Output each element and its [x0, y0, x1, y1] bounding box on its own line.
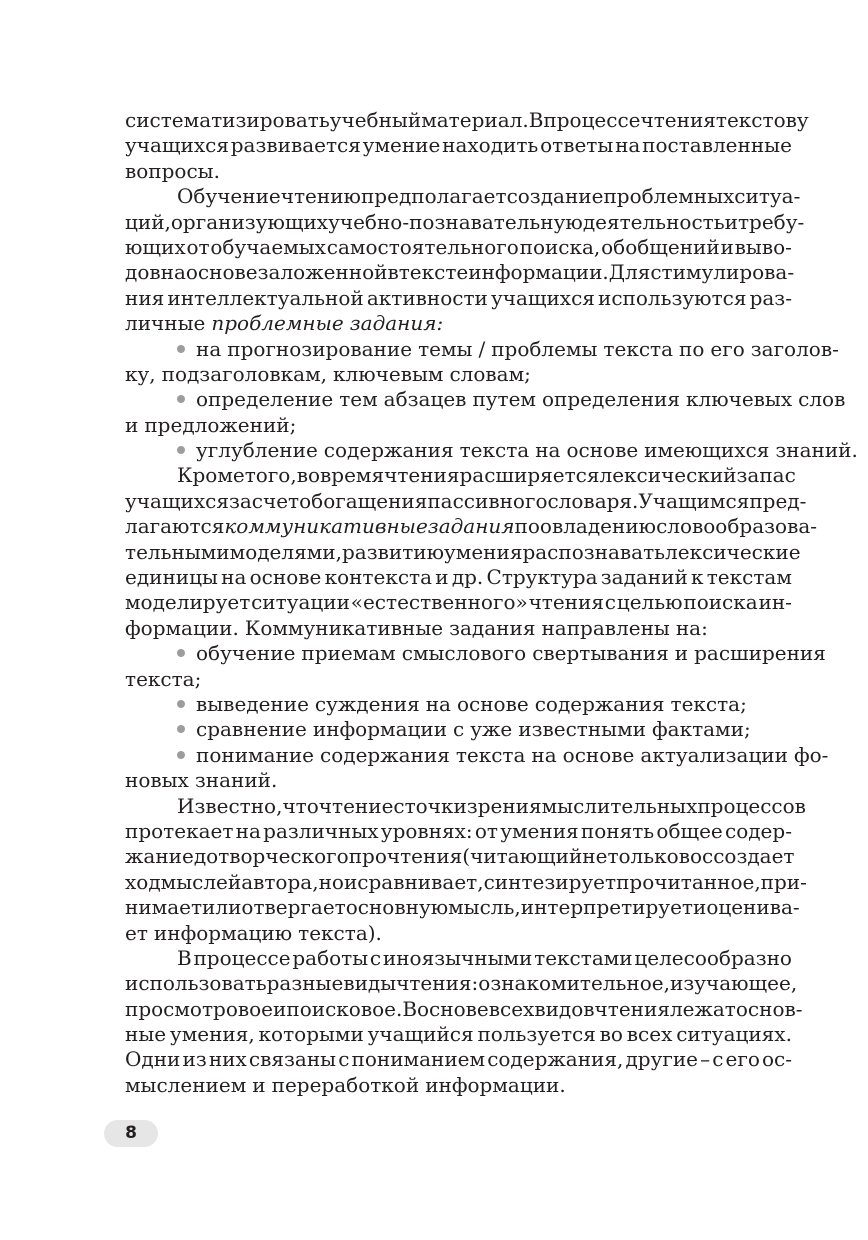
text-line: Одни из них связаны с пониманием содержания, другие – с его ос- — [125, 1047, 792, 1072]
text-line: новых знаний. — [125, 768, 278, 793]
text-line: ющих от обучаемых самостоятельного поиска, обобщений и выво- — [125, 234, 792, 259]
bullet-item-line: на прогнозирование темы / проблемы текста по его заголов- — [125, 337, 792, 362]
text-line: Кроме того, во время чтения расширяется лексический запас — [177, 463, 796, 488]
bullet-icon — [177, 751, 185, 759]
text-line: и предложений; — [125, 412, 297, 437]
bullet-item-line: сравнение информации с уже известными фактами; — [125, 717, 792, 742]
text-line: текста; — [125, 666, 202, 691]
text-line: жание до творческого прочтения (читающий не только воссоздает — [125, 844, 795, 869]
text-line: протекает на различных уровнях: от умения понять общее содер- — [125, 818, 792, 843]
bullet-icon — [177, 345, 185, 353]
text-line: просмотровое и поисковое. В основе всех видов чтения лежат основ- — [125, 996, 803, 1021]
text-line: единицы на основе контекста и др. Структура заданий к текстам — [125, 565, 792, 590]
text-line: формации. Коммуникативные задания направлены на: — [125, 615, 708, 640]
text-line: моделирует ситуации «естественного» чтения с целью поиска ин- — [125, 590, 792, 615]
text-line: Известно, что чтение с точки зрения мыслительных процессов — [177, 793, 806, 818]
bullet-item-line: выведение суждения на основе содержания текста; — [125, 692, 792, 717]
text-line: дов на основе заложенной в тексте информации. Для стимулирова- — [125, 260, 795, 285]
page-number: 8 — [104, 1120, 158, 1147]
text-line: личные проблемные задания: — [125, 311, 444, 336]
bullet-item-line: определение тем абзацев путем определения ключевых слов — [125, 387, 792, 412]
bullet-item-line: углубление содержания текста на основе имеющихся знаний. — [125, 438, 792, 463]
bullet-icon — [177, 700, 185, 708]
bullet-icon — [177, 725, 185, 733]
bullet-icon — [177, 649, 185, 657]
text-line: вопросы. — [125, 158, 220, 183]
text-line: ет информацию текста). — [125, 920, 382, 945]
text-line: систематизировать учебный материал. В процессе чтения текстов у — [125, 108, 809, 132]
text-line: использовать разные виды чтения: ознакомительное, изучающее, — [125, 971, 798, 996]
text-line: ход мыслей автора, но и сравнивает, синтезирует прочитанное, при- — [125, 869, 807, 894]
text-line: нимает или отвергает основную мысль, интерпретирует и оценива- — [125, 895, 800, 920]
text-line: ку, подзаголовкам, ключевым словам; — [125, 361, 531, 386]
text-line: ные умения, которыми учащийся пользуется во всех ситуациях. — [125, 1022, 792, 1047]
text-line: учащихся за счет обогащения пассивного словаря. Учащимся пред- — [125, 488, 807, 513]
text-line: В процессе работы с иноязычными текстами целесообразно — [177, 945, 792, 970]
text-line: мыслением и переработкой информации. — [125, 1072, 566, 1097]
text-line: Обучение чтению предполагает создание проблемных ситуа- — [177, 184, 801, 209]
document-body — [125, 108, 858, 1098]
bullet-icon — [177, 395, 185, 403]
bullet-item-line: понимание содержания текста на основе актуализации фо- — [125, 743, 792, 768]
bullet-icon — [177, 446, 185, 454]
text-line: учащихся развивается умение находить ответы на поставленные — [125, 133, 792, 158]
text-line: ций, организующих учебно-познавательную деятельность и требу- — [125, 209, 805, 234]
text-line: ния интеллектуальной активности учащихся используются раз- — [125, 285, 792, 310]
text-line: лагаются коммуникативные задания по овладению словообразова- — [125, 514, 818, 539]
text-line: тельными моделями, развитию умения распознавать лексические — [125, 539, 801, 564]
bullet-item-line: обучение приемам смыслового свертывания и расширения — [125, 641, 792, 666]
